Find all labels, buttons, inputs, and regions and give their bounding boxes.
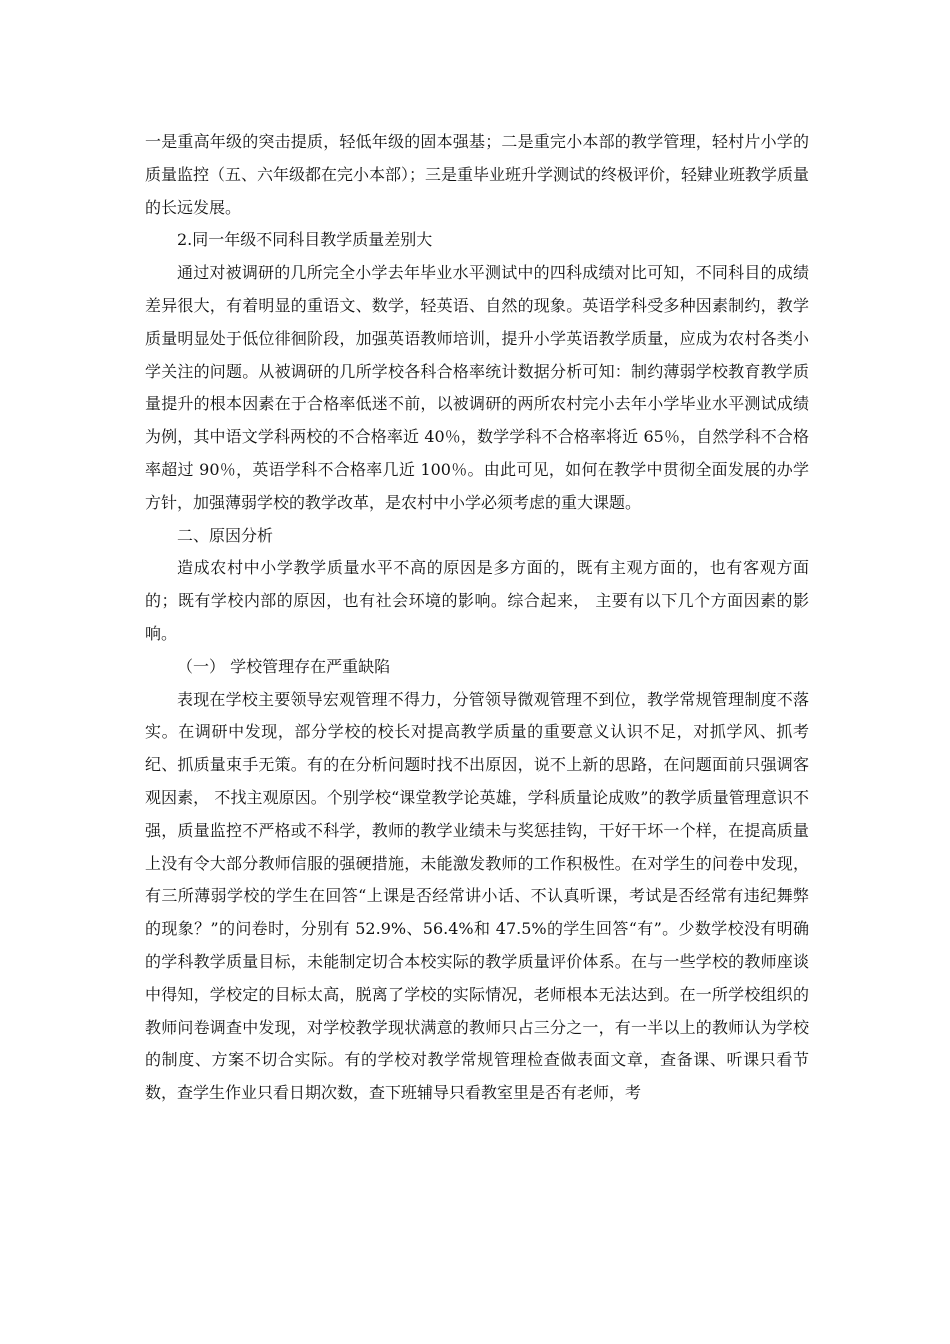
paragraph-subject-analysis: 通过对被调研的几所完全小学去年毕业水平测试中的四科成绩对比可知，不同科目的成绩差异很大，有着明显的重语文、数学，轻英语、自然的现象。英语学科受多种因素制约，教学质量明显处于低位徘徊阶段，加强英语教师培训，提升小学英语教学质量，应成为农村各类小学关注的问题。从被调研的几所学校各科合格率统计数据分析可知：制约薄弱学校教育教学质量提升的根本因素在于合格率低迷不前，以被调研的两所农村完小去年小学毕业水平测试成绩为例，其中语文学科两校的不合格率近 40％，数学学科不合格率将近 65％，自然学科不合格率超过 90％，英语学科不合格率几近 100％。由此可见，如何在教学中贯彻全面发展的办学方针，加强薄弱学校的教学改革，是农村中小学必须考虑的重大课题。 [145,263,809,512]
section-heading-cause-analysis: 二、原因分析 [177,525,274,545]
paragraph-continuation: 一是重高年级的突击提质，轻低年级的固本强基；二是重完小本部的教学管理，轻村片小学的质量监控（五、六年级都在完小本部）；三是重毕业班升学测试的终极评价，轻肄业班教学质量的长远发展。 [145,132,810,217]
document-page [145,126,809,1110]
paragraph-school-management: 表现在学校主要领导宏观管理不得力，分管领导微观管理不到位，教学常规管理制度不落实。在调研中发现，部分学校的校长对提高教学质量的重要意义认识不足，对抓学风、抓考纪、抓质量束手无策。有的在分析问题时找不出原因，说不上新的思路，在问题面前只强调客观因素， 不找主观原因。个别学校“课堂教学论英雄，学科质量论成败”的教学质量管理意识不强，质量监控不严格或不科学，教师的教学业绩未与奖惩挂钩，干好干坏一个样，在提高质量上没有令大部分教师信服的强硬措施，未能激发教师的工作积极性。在对学生的问卷中发现，有三所薄弱学校的学生在回答“上课是否经常讲小话、不认真听课，考试是否经常有违纪舞弊的现象？”的问卷时，分别有 52.9%、56.4%和 47.5%的学生回答“有”。少数学校没有明确的学科教学质量目标，未能制定切合本校实际的教学质量评价体系。在与一些学校的教师座谈中得知，学校定的目标太高，脱离了学校的实际情况，老师根本无法达到。在一所学校组织的教师问卷调查中发现，对学校教学现状满意的教师只占三分之一，有一半以上的教师认为学校的制度、方案不切合实际。有的学校对教学常规管理检查做表面文章，查备课、听课只看节数，查学生作业只看日期次数，查下班辅导只看教室里是否有老师，考 [145,689,809,1103]
paragraph-cause-overview: 造成农村中小学教学质量水平不高的原因是多方面的，既有主观方面的，也有客观方面的；既有学校内部的原因，也有社会环境的影响。综合起来， 主要有以下几个方面因素的影响。 [145,558,809,643]
subheading-subject-difference: 2.同一年级不同科目教学质量差别大 [177,230,433,250]
subheading-school-management: （一） 学校管理存在严重缺陷 [177,656,391,676]
